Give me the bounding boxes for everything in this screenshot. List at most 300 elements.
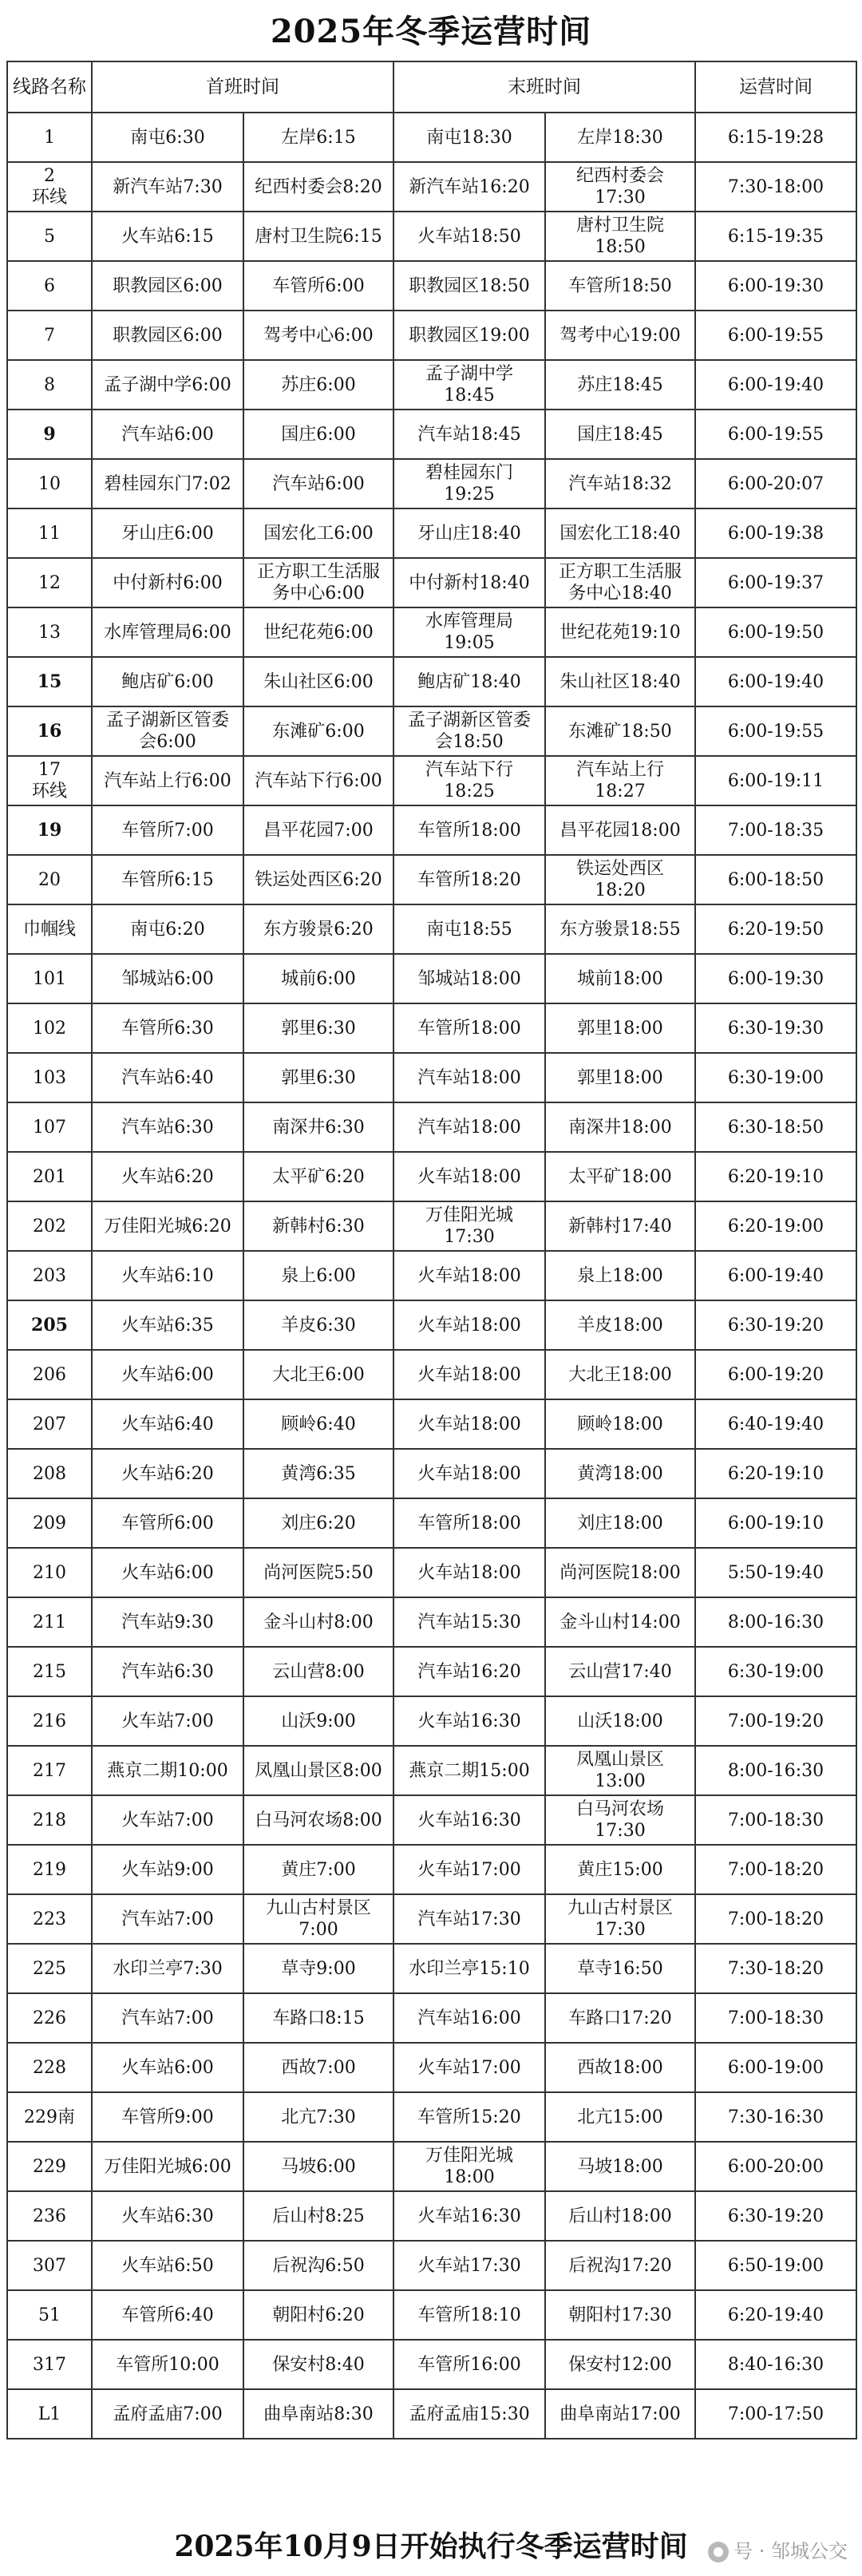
first-bus-end-cell: 黄庄7:00 [243, 1845, 393, 1894]
operating-hours-cell: 6:30-19:30 [695, 1003, 856, 1053]
first-bus-start-cell: 南屯6:30 [92, 113, 243, 162]
first-bus-end-cell: 唐村卫生院6:15 [243, 212, 393, 261]
first-bus-end-cell: 昌平花园7:00 [243, 805, 393, 855]
operating-hours-cell: 6:30-18:50 [695, 1102, 856, 1152]
last-bus-start-cell: 火车站18:00 [393, 1399, 545, 1449]
route-name-cell: 102 [7, 1003, 92, 1053]
schedule-table [6, 61, 857, 2439]
first-bus-end-cell: 九山古村景区 7:00 [243, 1894, 393, 1944]
table-row [7, 360, 856, 410]
first-bus-end-cell: 城前6:00 [243, 954, 393, 1003]
operating-hours-cell: 6:00-19:55 [695, 311, 856, 360]
last-bus-end-cell: 凤凰山景区 13:00 [545, 1746, 695, 1795]
route-name-cell: 19 [7, 805, 92, 855]
route-name-cell: 12 [7, 558, 92, 607]
table-row [7, 1597, 856, 1647]
last-bus-start-cell: 万佳阳光城 18:00 [393, 2142, 545, 2191]
last-bus-end-cell: 铁运处西区 18:20 [545, 855, 695, 904]
last-bus-end-cell: 汽车站18:32 [545, 459, 695, 508]
first-bus-end-cell: 左岸6:15 [243, 113, 393, 162]
first-bus-start-cell: 汽车站7:00 [92, 1894, 243, 1944]
last-bus-start-cell: 中付新村18:40 [393, 558, 545, 607]
last-bus-start-cell: 牙山庄18:40 [393, 508, 545, 558]
first-bus-end-cell: 汽车站6:00 [243, 459, 393, 508]
last-bus-start-cell: 火车站17:00 [393, 1845, 545, 1894]
first-bus-start-cell: 汽车站7:00 [92, 1993, 243, 2043]
first-bus-start-cell: 中付新村6:00 [92, 558, 243, 607]
route-name-cell: 201 [7, 1152, 92, 1201]
table-row [7, 1746, 856, 1795]
route-name-cell: 206 [7, 1350, 92, 1399]
table-row [7, 1894, 856, 1944]
operating-hours-cell: 6:00-20:00 [695, 2142, 856, 2191]
first-bus-start-cell: 火车站9:00 [92, 1845, 243, 1894]
operating-hours-cell: 6:00-19:10 [695, 1498, 856, 1548]
first-bus-start-cell: 车管所9:00 [92, 2092, 243, 2142]
first-bus-end-cell: 汽车站下行6:00 [243, 756, 393, 805]
last-bus-end-cell: 正方职工生活服 务中心18:40 [545, 558, 695, 607]
last-bus-start-cell: 汽车站15:30 [393, 1597, 545, 1647]
last-bus-start-cell: 火车站16:30 [393, 2191, 545, 2241]
operating-hours-cell: 6:20-19:00 [695, 1201, 856, 1251]
last-bus-end-cell: 白马河农场 17:30 [545, 1795, 695, 1845]
operating-hours-cell: 6:00-18:50 [695, 855, 856, 904]
route-name-cell: 217 [7, 1746, 92, 1795]
table-row [7, 2241, 856, 2290]
table-row [7, 1201, 856, 1251]
last-bus-start-cell: 汽车站下行 18:25 [393, 756, 545, 805]
table-row [7, 1449, 856, 1498]
operating-hours-cell: 6:30-19:00 [695, 1053, 856, 1102]
table-row [7, 1003, 856, 1053]
first-bus-end-cell: 白马河农场8:00 [243, 1795, 393, 1845]
first-bus-end-cell: 车管所6:00 [243, 261, 393, 311]
route-name-cell: 226 [7, 1993, 92, 2043]
last-bus-end-cell: 保安村12:00 [545, 2340, 695, 2389]
operating-hours-cell: 6:00-19:37 [695, 558, 856, 607]
last-bus-end-cell: 郭里18:00 [545, 1053, 695, 1102]
first-bus-start-cell: 火车站6:50 [92, 2241, 243, 2290]
last-bus-start-cell: 火车站18:50 [393, 212, 545, 261]
operating-hours-cell: 7:00-18:35 [695, 805, 856, 855]
last-bus-end-cell: 南深井18:00 [545, 1102, 695, 1152]
operating-hours-cell: 6:30-19:20 [695, 1300, 856, 1350]
first-bus-end-cell: 车路口8:15 [243, 1993, 393, 2043]
last-bus-start-cell: 车管所18:00 [393, 1003, 545, 1053]
table-row [7, 607, 856, 657]
last-bus-end-cell: 朝阳村17:30 [545, 2290, 695, 2340]
first-bus-start-cell: 火车站6:10 [92, 1251, 243, 1300]
last-bus-end-cell: 草寺16:50 [545, 1944, 695, 1993]
first-bus-start-cell: 车管所7:00 [92, 805, 243, 855]
route-name-cell: 17 环线 [7, 756, 92, 805]
first-bus-end-cell: 泉上6:00 [243, 1251, 393, 1300]
first-bus-start-cell: 火车站7:00 [92, 1696, 243, 1746]
table-row [7, 2092, 856, 2142]
first-bus-start-cell: 燕京二期10:00 [92, 1746, 243, 1795]
route-name-cell: 203 [7, 1251, 92, 1300]
last-bus-end-cell: 北亢15:00 [545, 2092, 695, 2142]
table-row [7, 1647, 856, 1696]
first-bus-end-cell: 朱山社区6:00 [243, 657, 393, 706]
route-name-cell: 229南 [7, 2092, 92, 2142]
operating-hours-cell: 6:00-20:07 [695, 459, 856, 508]
last-bus-start-cell: 汽车站16:00 [393, 1993, 545, 2043]
first-bus-start-cell: 火车站6:15 [92, 212, 243, 261]
last-bus-start-cell: 万佳阳光城 17:30 [393, 1201, 545, 1251]
table-row [7, 459, 856, 508]
last-bus-end-cell: 黄庄15:00 [545, 1845, 695, 1894]
last-bus-start-cell: 南屯18:30 [393, 113, 545, 162]
first-bus-start-cell: 火车站6:00 [92, 1548, 243, 1597]
last-bus-start-cell: 火车站17:00 [393, 2043, 545, 2092]
first-bus-start-cell: 新汽车站7:30 [92, 162, 243, 212]
wechat-icon [708, 2542, 729, 2562]
last-bus-end-cell: 羊皮18:00 [545, 1300, 695, 1350]
first-bus-end-cell: 太平矿6:20 [243, 1152, 393, 1201]
route-name-cell: 7 [7, 311, 92, 360]
first-bus-end-cell: 西故7:00 [243, 2043, 393, 2092]
table-row [7, 508, 856, 558]
table-row [7, 1152, 856, 1201]
first-bus-end-cell: 纪西村委会8:20 [243, 162, 393, 212]
route-name-cell: 215 [7, 1647, 92, 1696]
table-row [7, 1053, 856, 1102]
last-bus-end-cell: 东方骏景18:55 [545, 904, 695, 954]
first-bus-end-cell: 草寺9:00 [243, 1944, 393, 1993]
route-name-cell: 236 [7, 2191, 92, 2241]
last-bus-end-cell: 朱山社区18:40 [545, 657, 695, 706]
table-row [7, 2389, 856, 2439]
route-name-cell: 5 [7, 212, 92, 261]
last-bus-start-cell: 汽车站18:00 [393, 1102, 545, 1152]
table-row [7, 657, 856, 706]
route-name-cell: 20 [7, 855, 92, 904]
operating-hours-cell: 7:00-18:20 [695, 1894, 856, 1944]
operating-hours-cell: 6:00-19:55 [695, 706, 856, 756]
last-bus-end-cell: 昌平花园18:00 [545, 805, 695, 855]
first-bus-end-cell: 云山营8:00 [243, 1647, 393, 1696]
operating-hours-cell: 6:00-19:40 [695, 657, 856, 706]
first-bus-end-cell: 山沃9:00 [243, 1696, 393, 1746]
first-bus-end-cell: 新韩村6:30 [243, 1201, 393, 1251]
route-name-cell: 225 [7, 1944, 92, 1993]
first-bus-start-cell: 车管所6:00 [92, 1498, 243, 1548]
first-bus-start-cell: 职教园区6:00 [92, 311, 243, 360]
first-bus-start-cell: 孟府孟庙7:00 [92, 2389, 243, 2439]
first-bus-start-cell: 车管所6:40 [92, 2290, 243, 2340]
last-bus-start-cell: 职教园区19:00 [393, 311, 545, 360]
first-bus-start-cell: 汽车站上行6:00 [92, 756, 243, 805]
first-bus-end-cell: 铁运处西区6:20 [243, 855, 393, 904]
operating-hours-cell: 6:00-19:55 [695, 410, 856, 459]
table-row [7, 706, 856, 756]
route-name-cell: 15 [7, 657, 92, 706]
last-bus-end-cell: 顾岭18:00 [545, 1399, 695, 1449]
first-bus-end-cell: 郭里6:30 [243, 1003, 393, 1053]
last-bus-start-cell: 汽车站16:20 [393, 1647, 545, 1696]
operating-hours-cell: 6:15-19:28 [695, 113, 856, 162]
last-bus-start-cell: 孟子湖中学 18:45 [393, 360, 545, 410]
last-bus-end-cell: 马坡18:00 [545, 2142, 695, 2191]
table-row [7, 558, 856, 607]
header-route: 线路名称 [7, 61, 92, 113]
last-bus-end-cell: 苏庄18:45 [545, 360, 695, 410]
route-name-cell: 207 [7, 1399, 92, 1449]
last-bus-end-cell: 国宏化工18:40 [545, 508, 695, 558]
table-row [7, 1498, 856, 1548]
operating-hours-cell: 7:00-18:20 [695, 1845, 856, 1894]
first-bus-start-cell: 火车站7:00 [92, 1795, 243, 1845]
table-row [7, 1300, 856, 1350]
last-bus-start-cell: 车管所15:20 [393, 2092, 545, 2142]
last-bus-start-cell: 火车站18:00 [393, 1251, 545, 1300]
first-bus-end-cell: 南深井6:30 [243, 1102, 393, 1152]
route-name-cell: 228 [7, 2043, 92, 2092]
first-bus-start-cell: 火车站6:35 [92, 1300, 243, 1350]
last-bus-end-cell: 大北王18:00 [545, 1350, 695, 1399]
table-row [7, 113, 856, 162]
header-operating-hours: 运营时间 [695, 61, 856, 113]
operating-hours-cell: 6:00-19:30 [695, 954, 856, 1003]
first-bus-end-cell: 正方职工生活服 务中心6:00 [243, 558, 393, 607]
first-bus-start-cell: 火车站6:00 [92, 2043, 243, 2092]
first-bus-end-cell: 驾考中心6:00 [243, 311, 393, 360]
route-name-cell: 巾帼线 [7, 904, 92, 954]
table-row [7, 1251, 856, 1300]
last-bus-start-cell: 孟府孟庙15:30 [393, 2389, 545, 2439]
route-name-cell: 209 [7, 1498, 92, 1548]
first-bus-end-cell: 顾岭6:40 [243, 1399, 393, 1449]
operating-hours-cell: 6:00-19:11 [695, 756, 856, 805]
table-row [7, 954, 856, 1003]
table-row [7, 1399, 856, 1449]
last-bus-start-cell: 火车站18:00 [393, 1449, 545, 1498]
operating-hours-cell: 7:30-18:00 [695, 162, 856, 212]
last-bus-end-cell: 车管所18:50 [545, 261, 695, 311]
page-title: 2025年冬季运营时间 [270, 13, 592, 50]
first-bus-end-cell: 曲阜南站8:30 [243, 2389, 393, 2439]
table-body [7, 113, 856, 2439]
route-name-cell: 219 [7, 1845, 92, 1894]
first-bus-end-cell: 大北王6:00 [243, 1350, 393, 1399]
first-bus-start-cell: 万佳阳光城6:00 [92, 2142, 243, 2191]
last-bus-start-cell: 车管所18:20 [393, 855, 545, 904]
route-name-cell: L1 [7, 2389, 92, 2439]
operating-hours-cell: 6:00-19:38 [695, 508, 856, 558]
first-bus-end-cell: 保安村8:40 [243, 2340, 393, 2389]
operating-hours-cell: 8:00-16:30 [695, 1597, 856, 1647]
last-bus-end-cell: 后祝沟17:20 [545, 2241, 695, 2290]
last-bus-start-cell: 火车站16:30 [393, 1795, 545, 1845]
route-name-cell: 211 [7, 1597, 92, 1647]
route-name-cell: 1 [7, 113, 92, 162]
footer-note: 2025年10月9日开始执行冬季运营时间 [174, 2530, 688, 2563]
table-row [7, 261, 856, 311]
last-bus-start-cell: 火车站17:30 [393, 2241, 545, 2290]
first-bus-end-cell: 尚河医院5:50 [243, 1548, 393, 1597]
route-name-cell: 205 [7, 1300, 92, 1350]
first-bus-end-cell: 苏庄6:00 [243, 360, 393, 410]
first-bus-start-cell: 孟子湖新区管委 会6:00 [92, 706, 243, 756]
last-bus-end-cell: 后山村18:00 [545, 2191, 695, 2241]
last-bus-start-cell: 南屯18:55 [393, 904, 545, 954]
first-bus-start-cell: 水库管理局6:00 [92, 607, 243, 657]
last-bus-start-cell: 车管所18:10 [393, 2290, 545, 2340]
operating-hours-cell: 6:00-19:00 [695, 2043, 856, 2092]
route-name-cell: 107 [7, 1102, 92, 1152]
last-bus-start-cell: 新汽车站16:20 [393, 162, 545, 212]
watermark [708, 2535, 848, 2563]
last-bus-end-cell: 金斗山村14:00 [545, 1597, 695, 1647]
operating-hours-cell: 6:40-19:40 [695, 1399, 856, 1449]
last-bus-end-cell: 太平矿18:00 [545, 1152, 695, 1201]
last-bus-start-cell: 水印兰亭15:10 [393, 1944, 545, 1993]
table-row [7, 2191, 856, 2241]
first-bus-end-cell: 凤凰山景区8:00 [243, 1746, 393, 1795]
first-bus-end-cell: 后祝沟6:50 [243, 2241, 393, 2290]
operating-hours-cell: 7:00-18:30 [695, 1993, 856, 2043]
watermark-text: 号 · 邹城公交 [733, 2540, 848, 2562]
route-name-cell: 13 [7, 607, 92, 657]
operating-hours-cell: 7:00-18:30 [695, 1795, 856, 1845]
table-row [7, 2340, 856, 2389]
first-bus-start-cell: 火车站6:20 [92, 1152, 243, 1201]
first-bus-start-cell: 火车站6:20 [92, 1449, 243, 1498]
first-bus-start-cell: 职教园区6:00 [92, 261, 243, 311]
route-name-cell: 210 [7, 1548, 92, 1597]
first-bus-end-cell: 黄湾6:35 [243, 1449, 393, 1498]
last-bus-end-cell: 纪西村委会 17:30 [545, 162, 695, 212]
operating-hours-cell: 7:30-18:20 [695, 1944, 856, 1993]
operating-hours-cell: 6:20-19:50 [695, 904, 856, 954]
table-row [7, 1944, 856, 1993]
table-row [7, 212, 856, 261]
first-bus-end-cell: 北亢7:30 [243, 2092, 393, 2142]
first-bus-end-cell: 朝阳村6:20 [243, 2290, 393, 2340]
first-bus-start-cell: 汽车站6:40 [92, 1053, 243, 1102]
first-bus-start-cell: 火车站6:00 [92, 1350, 243, 1399]
route-name-cell: 229 [7, 2142, 92, 2191]
last-bus-end-cell: 尚河医院18:00 [545, 1548, 695, 1597]
first-bus-start-cell: 牙山庄6:00 [92, 508, 243, 558]
table-row [7, 855, 856, 904]
first-bus-start-cell: 火车站6:40 [92, 1399, 243, 1449]
table-row [7, 410, 856, 459]
last-bus-start-cell: 车管所16:00 [393, 2340, 545, 2389]
table-row [7, 756, 856, 805]
first-bus-start-cell: 邹城站6:00 [92, 954, 243, 1003]
header-last-bus: 末班时间 [393, 61, 695, 113]
operating-hours-cell: 6:30-19:20 [695, 2191, 856, 2241]
header-first-bus: 首班时间 [92, 61, 393, 113]
operating-hours-cell: 5:50-19:40 [695, 1548, 856, 1597]
operating-hours-cell: 6:15-19:35 [695, 212, 856, 261]
first-bus-start-cell: 车管所6:30 [92, 1003, 243, 1053]
operating-hours-cell: 6:50-19:00 [695, 2241, 856, 2290]
operating-hours-cell: 6:00-19:50 [695, 607, 856, 657]
first-bus-start-cell: 汽车站9:30 [92, 1597, 243, 1647]
last-bus-end-cell: 郭里18:00 [545, 1003, 695, 1053]
route-name-cell: 218 [7, 1795, 92, 1845]
first-bus-start-cell: 孟子湖中学6:00 [92, 360, 243, 410]
route-name-cell: 216 [7, 1696, 92, 1746]
first-bus-end-cell: 刘庄6:20 [243, 1498, 393, 1548]
route-name-cell: 317 [7, 2340, 92, 2389]
route-name-cell: 10 [7, 459, 92, 508]
operating-hours-cell: 8:00-16:30 [695, 1746, 856, 1795]
operating-hours-cell: 6:00-19:40 [695, 1251, 856, 1300]
first-bus-start-cell: 火车站6:30 [92, 2191, 243, 2241]
last-bus-end-cell: 泉上18:00 [545, 1251, 695, 1300]
operating-hours-cell: 7:30-16:30 [695, 2092, 856, 2142]
first-bus-end-cell: 国宏化工6:00 [243, 508, 393, 558]
table-row [7, 1696, 856, 1746]
last-bus-end-cell: 刘庄18:00 [545, 1498, 695, 1548]
table-row [7, 2142, 856, 2191]
operating-hours-cell: 6:00-19:20 [695, 1350, 856, 1399]
first-bus-end-cell: 东方骏景6:20 [243, 904, 393, 954]
first-bus-end-cell: 东滩矿6:00 [243, 706, 393, 756]
first-bus-end-cell: 马坡6:00 [243, 2142, 393, 2191]
last-bus-end-cell: 左岸18:30 [545, 113, 695, 162]
last-bus-start-cell: 职教园区18:50 [393, 261, 545, 311]
first-bus-end-cell: 后山村8:25 [243, 2191, 393, 2241]
last-bus-end-cell: 国庄18:45 [545, 410, 695, 459]
last-bus-start-cell: 水库管理局 19:05 [393, 607, 545, 657]
route-name-cell: 208 [7, 1449, 92, 1498]
first-bus-start-cell: 车管所10:00 [92, 2340, 243, 2389]
operating-hours-cell: 7:00-19:20 [695, 1696, 856, 1746]
first-bus-start-cell: 汽车站6:30 [92, 1102, 243, 1152]
first-bus-start-cell: 车管所6:15 [92, 855, 243, 904]
table-row [7, 1993, 856, 2043]
route-name-cell: 2 环线 [7, 162, 92, 212]
first-bus-end-cell: 世纪花苑6:00 [243, 607, 393, 657]
table-row [7, 162, 856, 212]
route-name-cell: 16 [7, 706, 92, 756]
table-row [7, 1795, 856, 1845]
operating-hours-cell: 8:40-16:30 [695, 2340, 856, 2389]
last-bus-end-cell: 黄湾18:00 [545, 1449, 695, 1498]
first-bus-start-cell: 鲍店矿6:00 [92, 657, 243, 706]
route-name-cell: 8 [7, 360, 92, 410]
route-name-cell: 202 [7, 1201, 92, 1251]
first-bus-start-cell: 碧桂园东门7:02 [92, 459, 243, 508]
route-name-cell: 103 [7, 1053, 92, 1102]
first-bus-end-cell: 羊皮6:30 [243, 1300, 393, 1350]
operating-hours-cell: 6:20-19:10 [695, 1152, 856, 1201]
last-bus-start-cell: 汽车站17:30 [393, 1894, 545, 1944]
last-bus-end-cell: 车路口17:20 [545, 1993, 695, 2043]
last-bus-start-cell: 孟子湖新区管委 会18:50 [393, 706, 545, 756]
last-bus-end-cell: 驾考中心19:00 [545, 311, 695, 360]
last-bus-end-cell: 山沃18:00 [545, 1696, 695, 1746]
last-bus-start-cell: 鲍店矿18:40 [393, 657, 545, 706]
table-row [7, 904, 856, 954]
route-name-cell: 51 [7, 2290, 92, 2340]
first-bus-start-cell: 汽车站6:30 [92, 1647, 243, 1696]
route-name-cell: 101 [7, 954, 92, 1003]
operating-hours-cell: 6:00-19:30 [695, 261, 856, 311]
last-bus-start-cell: 火车站18:00 [393, 1548, 545, 1597]
first-bus-start-cell: 万佳阳光城6:20 [92, 1201, 243, 1251]
operating-hours-cell: 6:20-19:10 [695, 1449, 856, 1498]
last-bus-start-cell: 车管所18:00 [393, 805, 545, 855]
last-bus-start-cell: 汽车站18:00 [393, 1053, 545, 1102]
table-header-row [7, 61, 856, 113]
last-bus-end-cell: 世纪花苑19:10 [545, 607, 695, 657]
